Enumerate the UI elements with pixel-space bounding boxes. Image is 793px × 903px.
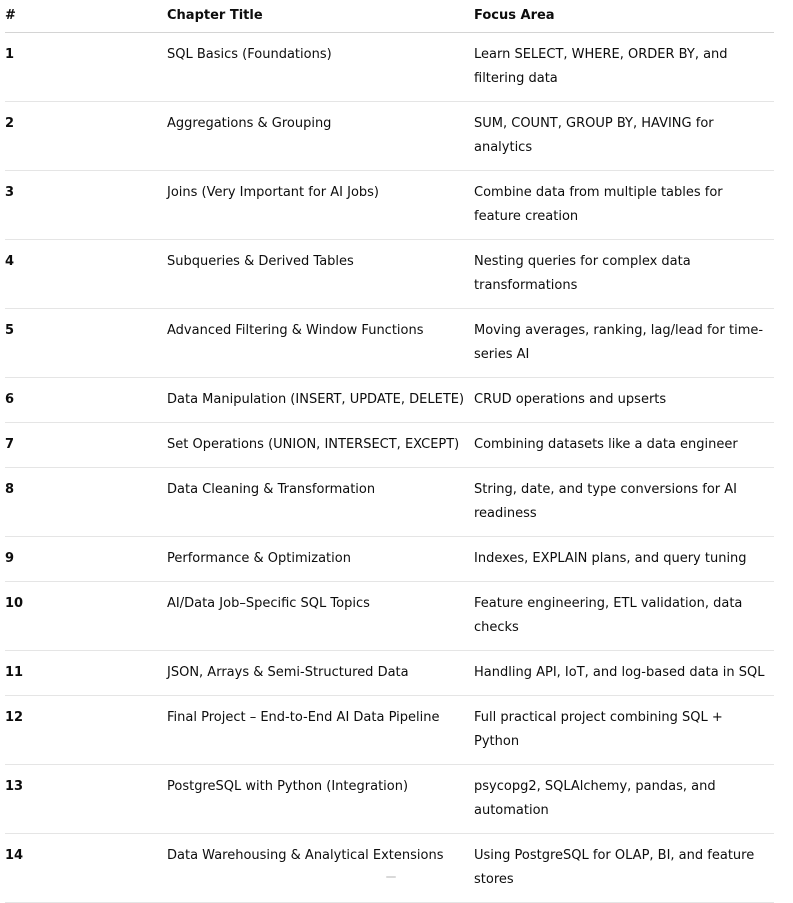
row-focus-area: Full practical project combining SQL + Python bbox=[474, 710, 723, 749]
row-focus-area: Learn SELECT, WHERE, ORDER BY, and filtering data bbox=[474, 47, 728, 86]
header-num: # bbox=[5, 8, 16, 23]
table-row bbox=[5, 834, 774, 903]
row-chapter-title: Data Manipulation (INSERT, UPDATE, DELETE) bbox=[167, 392, 465, 407]
row-num: 9 bbox=[5, 551, 15, 566]
row-chapter-title: Set Operations (UNION, INTERSECT, EXCEPT) bbox=[167, 437, 460, 452]
table-row bbox=[5, 582, 774, 651]
row-chapter-title: AI/Data Job–Specific SQL Topics bbox=[167, 596, 370, 611]
row-num: 11 bbox=[5, 665, 24, 680]
row-focus-area: Using PostgreSQL for OLAP, BI, and feature stores bbox=[474, 848, 755, 887]
row-chapter-title: JSON, Arrays & Semi-Structured Data bbox=[167, 665, 409, 680]
row-focus-area: CRUD operations and upserts bbox=[474, 392, 667, 407]
row-focus-area: Feature engineering, ETL validation, data checks bbox=[474, 596, 743, 635]
row-num: 10 bbox=[5, 596, 24, 611]
table-header-row bbox=[5, 0, 774, 33]
row-focus-area: Combining datasets like a data engineer bbox=[474, 437, 738, 452]
chapter-table bbox=[5, 0, 774, 903]
row-chapter-title: SQL Basics (Foundations) bbox=[167, 47, 332, 62]
row-focus-area: Nesting queries for complex data transformations bbox=[474, 254, 691, 293]
table-row bbox=[5, 378, 774, 423]
row-chapter-title: PostgreSQL with Python (Integration) bbox=[167, 779, 409, 794]
header-focus-area: Focus Area bbox=[474, 8, 555, 23]
table-row bbox=[5, 240, 774, 309]
table-row bbox=[5, 696, 774, 765]
row-num: 14 bbox=[5, 848, 24, 863]
row-chapter-title: Final Project – End-to-End AI Data Pipeline bbox=[167, 710, 440, 725]
row-chapter-title: Data Warehousing & Analytical Extensions bbox=[167, 848, 444, 863]
table-row bbox=[5, 537, 774, 582]
row-num: 8 bbox=[5, 482, 15, 497]
table-row bbox=[5, 33, 774, 102]
table-row bbox=[5, 423, 774, 468]
row-num: 3 bbox=[5, 185, 15, 200]
header-chapter-title: Chapter Title bbox=[167, 8, 263, 23]
table-row bbox=[5, 309, 774, 378]
row-focus-area: Combine data from multiple tables for feature creation bbox=[474, 185, 723, 224]
row-chapter-title: Joins (Very Important for AI Jobs) bbox=[167, 185, 379, 200]
row-num: 2 bbox=[5, 116, 15, 131]
row-focus-area: Indexes, EXPLAIN plans, and query tuning bbox=[474, 551, 747, 566]
row-focus-area: Handling API, IoT, and log-based data in SQL bbox=[474, 665, 765, 680]
row-focus-area: String, date, and type conversions for AI readiness bbox=[474, 482, 737, 521]
scroll-hint-divider bbox=[386, 876, 396, 878]
row-focus-area: psycopg2, SQLAlchemy, pandas, and automation bbox=[474, 779, 716, 818]
row-chapter-title: Data Cleaning & Transformation bbox=[167, 482, 376, 497]
row-num: 4 bbox=[5, 254, 15, 269]
row-chapter-title: Advanced Filtering & Window Functions bbox=[167, 323, 424, 338]
row-chapter-title: Aggregations & Grouping bbox=[167, 116, 332, 131]
row-num: 5 bbox=[5, 323, 15, 338]
table-row bbox=[5, 171, 774, 240]
row-chapter-title: Performance & Optimization bbox=[167, 551, 351, 566]
row-num: 12 bbox=[5, 710, 24, 725]
row-num: 7 bbox=[5, 437, 15, 452]
table-row bbox=[5, 102, 774, 171]
row-focus-area: SUM, COUNT, GROUP BY, HAVING for analytics bbox=[474, 116, 714, 155]
row-focus-area: Moving averages, ranking, lag/lead for time-series AI bbox=[474, 323, 764, 362]
row-num: 13 bbox=[5, 779, 24, 794]
table-row bbox=[5, 651, 774, 696]
row-num: 6 bbox=[5, 392, 15, 407]
row-chapter-title: Subqueries & Derived Tables bbox=[167, 254, 354, 269]
row-num: 1 bbox=[5, 47, 15, 62]
table-row bbox=[5, 468, 774, 537]
table-row bbox=[5, 765, 774, 834]
